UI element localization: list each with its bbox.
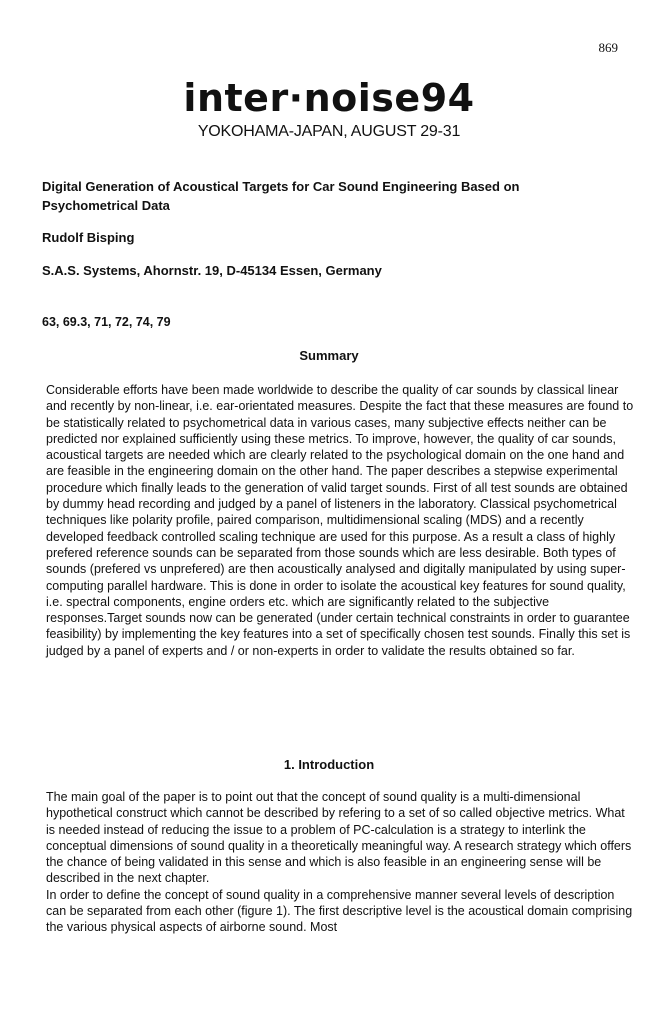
introduction-paragraph-2: In order to define the concept of sound quality in a comprehensive manner several levels of description can be separated from each other (figure 1). The first descriptive level is the acoustical domain comprising the various physical aspects of airborne sound. Most (46, 887, 633, 935)
introduction-paragraph-1: The main goal of the paper is to point out that the concept of sound quality is a multi-dimensional hypothetical construct which cannot be described by refering to a set of so called objective metrics. What is needed instead of reducing the issue to a problem of PC-calculation is a strategy to interlink the conceptual dimensions of sound quality in a theoretically meaningful way. A research strategy which offers the chance of being validated in this sense and which is also feasible in an engineering sense will be described in the next chapter. (46, 790, 632, 886)
author-affiliation: S.A.S. Systems, Ahornstr. 19, D-45134 Essen, Germany (42, 263, 382, 278)
conference-location-date: YOKOHAMA-JAPAN, AUGUST 29-31 (197, 123, 461, 140)
summary-heading: Summary (299, 348, 359, 363)
paper-title: Digital Generation of Acoustical Targets for Car Sound Engineering Based on Psychometrical Data (42, 179, 520, 213)
classification-codes: 63, 69.3, 71, 72, 74, 79 (42, 315, 171, 329)
author-name: Rudolf Bisping (42, 230, 135, 245)
summary-paragraph: Considerable efforts have been made worldwide to describe the quality of car sounds by classical linear and recently by non-linear, i.e. ear-orientated measures. Despite the fact that these measures are found to be statistically related to psychometrical data in various cases, many subjective effects neither can be predicted nor explained sufficiently using these metrics. To improve, however, the quality of car sounds, acoustical targets are needed which are clearly related to the psychological domain on the one hand and are feasible in the engineering domain on the other hand. The paper describes a stepwise experimental procedure which finally leads to the generation of valid target sounds. First of all test sounds are obtained by dummy head recording and judged by a panel of listeners in the laboratory. Classical psychometrical techniques like polarity profile, paired comparison, multidimensional scaling (MDS) and a recently developed feedback controlled scaling technique are used for this purpose. As a result a class of highly prefered reference sounds can be separated from those sounds which are less desirable. Both types of sounds (prefered vs unprefered) are then acoustically analysed and digitally manipulated by using super-computing parallel hardware. This is done in order to isolate the acoustical key features for sound quality, i.e. spectral components, engine orders etc. which are significantly related to the subjective responses.Target sounds now can be generated (under certain technical constraints in order to guarantee feasibility) by implementing the key features into a set of specifically chosen test sounds. Finally this set is judged by a panel of experts and / or non-experts in order to validate the results obtained so far. (46, 383, 634, 658)
conference-logo: inter·noise94 (183, 76, 475, 120)
page-number: 869 (598, 40, 618, 55)
introduction-heading: 1. Introduction (283, 757, 375, 772)
introduction-body (46, 789, 636, 936)
